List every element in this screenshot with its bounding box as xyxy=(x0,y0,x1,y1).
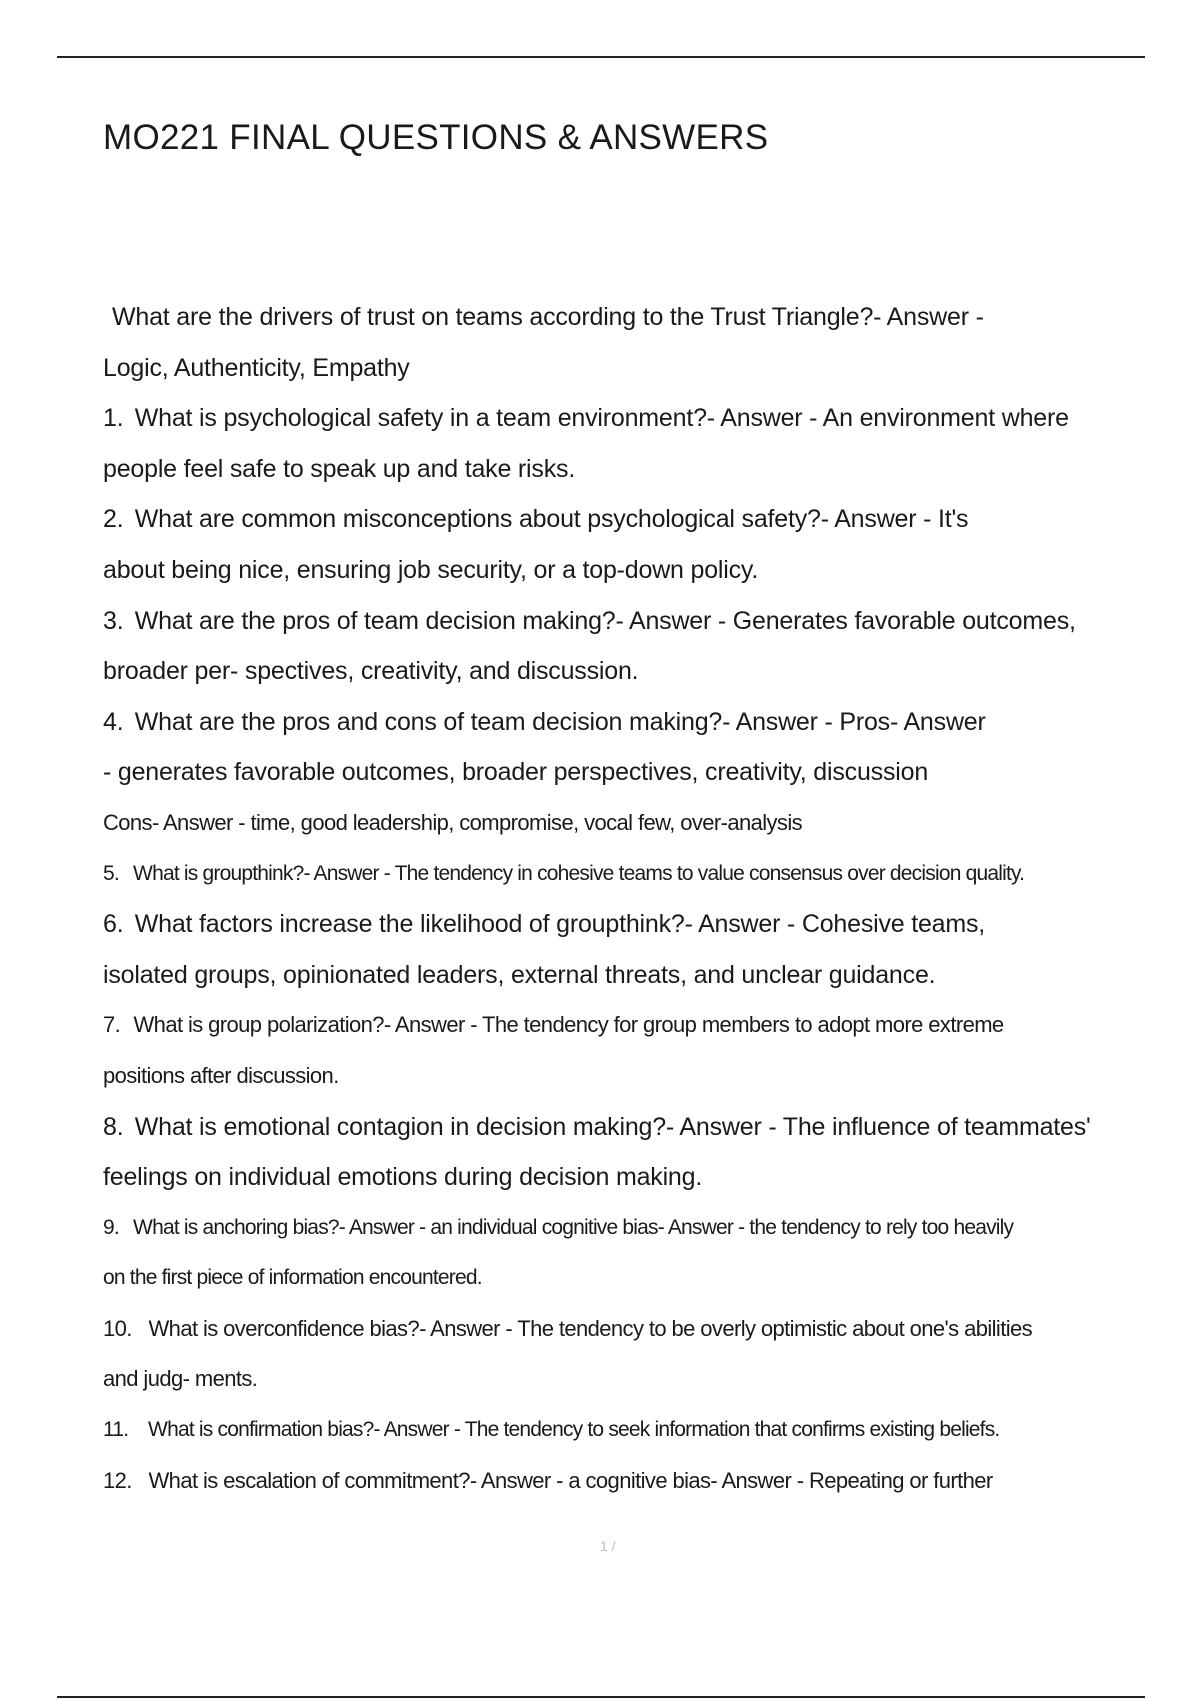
document-title: MO221 FINAL QUESTIONS & ANSWERS xyxy=(103,118,769,157)
question-number: 1. xyxy=(103,404,124,433)
question-item: 4. What are the pros and cons of team decision making?- Answer - Pros- Answer xyxy=(103,697,1143,748)
answer-continuation: about being nice, ensuring job security, or a top-down policy. xyxy=(103,555,759,584)
question-number: 2. xyxy=(103,505,124,534)
question-item: 12. What is escalation of commitment?- Answer - a cognitive bias- Answer - Repeating or further xyxy=(103,1456,1143,1507)
answer-continuation: and judg- ments. xyxy=(103,1366,258,1392)
question-number: 6. xyxy=(103,910,124,939)
question-item: 9. What is anchoring bias?- Answer - an individual cognitive bias- Answer - the tendency to rely too heavily xyxy=(103,1203,1143,1254)
answer-continuation: Cons- Answer - time, good leadership, compromise, vocal few, over-analysis xyxy=(103,809,803,835)
question-trust-triangle: What are the drivers of trust on teams according to the Trust Triangle?- Answer - xyxy=(112,303,984,331)
answer-continuation: Logic, Authenticity, Empathy xyxy=(103,353,410,382)
question-number: 8. xyxy=(103,1112,124,1141)
answer-continuation: isolated groups, opinionated leaders, external threats, and unclear guidance. xyxy=(103,960,936,989)
answer-continuation: people feel safe to speak up and take risks. xyxy=(103,454,576,483)
answer-continuation: on the first piece of information encountered. xyxy=(103,1266,482,1290)
question-number: 10. xyxy=(103,1315,132,1341)
question-item: 11. What is confirmation bias?- Answer - The tendency to seek information that confirms existing beliefs. xyxy=(103,1405,1143,1456)
question-number: 5. xyxy=(103,861,119,885)
question-number: 4. xyxy=(103,707,124,736)
question-item: 7. What is group polarization?- Answer - The tendency for group members to adopt more extreme xyxy=(103,1000,1143,1051)
qa-content xyxy=(103,292,1143,1506)
bottom-rule xyxy=(57,1696,1145,1698)
answer-continuation: broader per- spectives, creativity, and discussion. xyxy=(103,657,639,686)
answer-continuation: feelings on individual emotions during decision making. xyxy=(103,1163,703,1192)
question-number: 12. xyxy=(103,1467,132,1493)
question-number: 9. xyxy=(103,1215,119,1239)
answer-continuation: positions after discussion. xyxy=(103,1062,339,1088)
top-rule xyxy=(57,56,1145,58)
question-item: 10. What is overconfidence bias?- Answer - The tendency to be overly optimistic about one's abilities xyxy=(103,1304,1143,1355)
question-item: 8. What is emotional contagion in decision making?- Answer - The influence of teammates' xyxy=(103,1102,1143,1153)
question-item: 6. What factors increase the likelihood of groupthink?- Answer - Cohesive teams, xyxy=(103,899,1143,950)
question-item: 5. What is groupthink?- Answer - The tendency in cohesive teams to value consensus over decision quality. xyxy=(103,849,1143,900)
question-number: 11. xyxy=(103,1418,129,1442)
question-item: 1. What is psychological safety in a team environment?- Answer - An environment where xyxy=(103,393,1143,444)
question-item: 3. What are the pros of team decision making?- Answer - Generates favorable outcomes, xyxy=(103,596,1143,647)
question-number: 7. xyxy=(103,1012,121,1038)
answer-continuation: - generates favorable outcomes, broader perspectives, creativity, discussion xyxy=(103,758,929,787)
question-item: 2. What are common misconceptions about psychological safety?- Answer - It's xyxy=(103,494,1143,545)
question-number: 3. xyxy=(103,606,124,635)
page-number: 1 / xyxy=(600,1538,616,1554)
